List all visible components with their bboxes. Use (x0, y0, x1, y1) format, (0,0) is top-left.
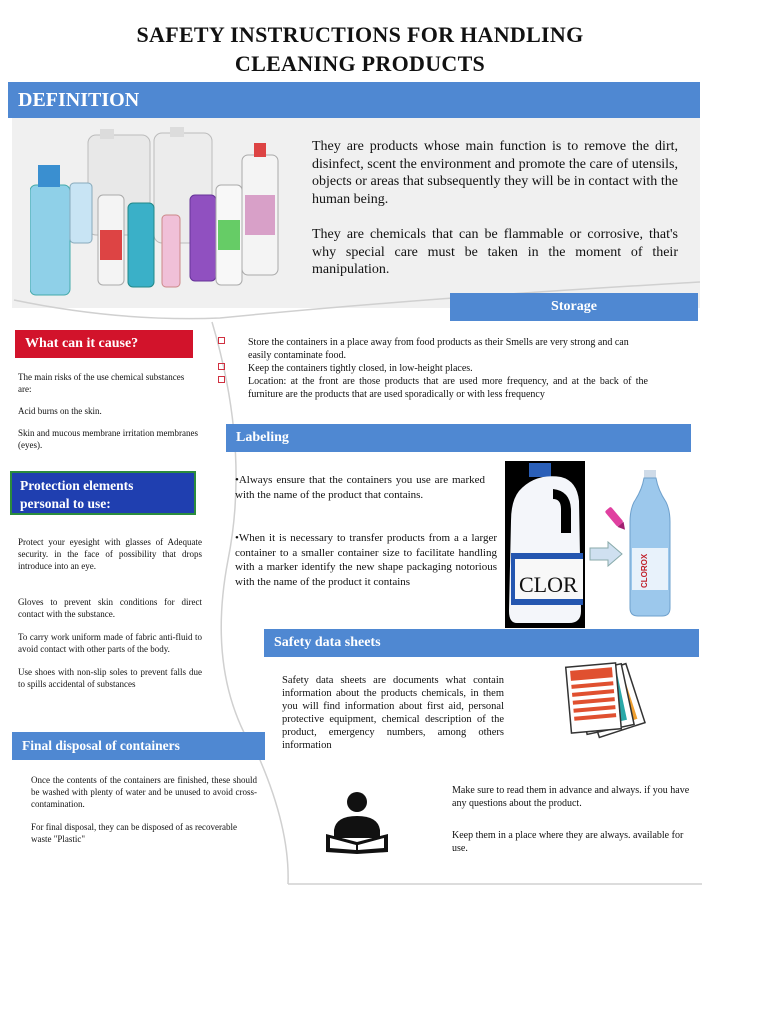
cause-item-1: Acid burns on the skin. (18, 406, 102, 416)
labeling-paragraph-1: •Always ensure that the containers you use are marked with the name of the product that contains. (235, 474, 485, 501)
sds-note-2: Keep them in a place where they are always. available for use. (452, 830, 684, 854)
disposal-paragraph-1: Once the contents of the containers are finished, these should be washed with plenty of water and be unused to avoid cross-contamination. (31, 775, 257, 809)
bottle-label-text: CLOROX (640, 553, 649, 588)
protection-header-line-1: Protection elements (20, 478, 134, 493)
jug-icon (505, 461, 585, 628)
protection-item-4: Use shoes with non-slip soles to prevent falls due to spills accidental of substances (18, 667, 202, 689)
bottle-icon (628, 470, 672, 618)
definition-header: DEFINITION (8, 82, 700, 118)
storage-item-3: Location: at the front are those products that are used more frequency, and at the back of the furniture are the products that are used sporadically or with less frequency (248, 375, 648, 401)
sds-note-1: Make sure to read them in advance and always. if you have any questions about the product. (452, 785, 690, 809)
marker-icon (604, 504, 628, 534)
protection-item-2: Gloves to prevent skin conditions for direct contact with the substance. (18, 597, 202, 619)
sds-header: Safety data sheets (264, 629, 699, 657)
jug-label-text: CLOR (519, 572, 578, 597)
protection-item-3: To carry work uniform made of fabric anti-fluid to avoid contact with other parts of the body. (18, 632, 202, 654)
title-line-1: SAFETY INSTRUCTIONS FOR HANDLING (136, 22, 584, 47)
documents-icon (555, 658, 655, 748)
disposal-header: Final disposal of containers (12, 732, 265, 760)
cause-content (18, 371, 198, 451)
title-line-2: CLEANING PRODUCTS (234, 51, 486, 76)
disposal-paragraph-2: For final disposal, they can be disposed of as recoverable waste "Plastic" (31, 822, 237, 844)
definition-paragraph-1: They are products whose main function is to remove the dirt, disinfect, scent the environment and promote the care of utensils, objects or areas that subsequently they will be in contact with the human being. (312, 139, 678, 207)
protection-content (18, 536, 202, 690)
storage-item-2: Keep the containers tightly closed, in low-height places. (248, 362, 648, 375)
protection-header-line-2: personal to use: (20, 496, 111, 511)
labeling-header: Labeling (226, 424, 691, 452)
cause-item-2: Skin and mucous membrane irritation membranes (eyes). (18, 428, 198, 450)
square-bullet-icon (218, 363, 225, 370)
square-bullet-icon (218, 376, 225, 383)
cause-intro: The main risks of the use chemical substances are: (18, 372, 185, 394)
storage-header: Storage (450, 293, 698, 321)
water-bottle-image (628, 470, 672, 618)
person-reading-icon (322, 790, 392, 854)
square-bullet-icon (218, 337, 225, 344)
definition-paragraph-2: They are chemicals that can be flammable or corrosive, that's why special care must be taken in the moment of their manipulation. (312, 227, 678, 277)
cause-header: What can it cause? (15, 330, 193, 358)
storage-item-1: Store the containers in a place away from food products as their Smells are very strong and can easily contaminate food. (248, 336, 648, 362)
protection-header (10, 471, 196, 515)
labeling-paragraph-2: •When it is necessary to transfer products from a a larger container to a smaller container size to facilitate handling with a marker identify the new shape packaging notorious with the name of the product it contains (235, 532, 497, 588)
bleach-jug-image (505, 461, 585, 628)
transfer-arrow-icon (588, 540, 624, 568)
sds-paragraph: Safety data sheets are documents what contain information about the products chemicals, in them you will find information about first aid, personal protective equipment, chemical description of the product, emergency numbers, among others information (282, 675, 504, 751)
storage-list (248, 336, 648, 401)
protection-item-1: Protect your eyesight with glasses of Adequate security. in the face of possibility that drops introduce into an eye. (18, 537, 202, 571)
